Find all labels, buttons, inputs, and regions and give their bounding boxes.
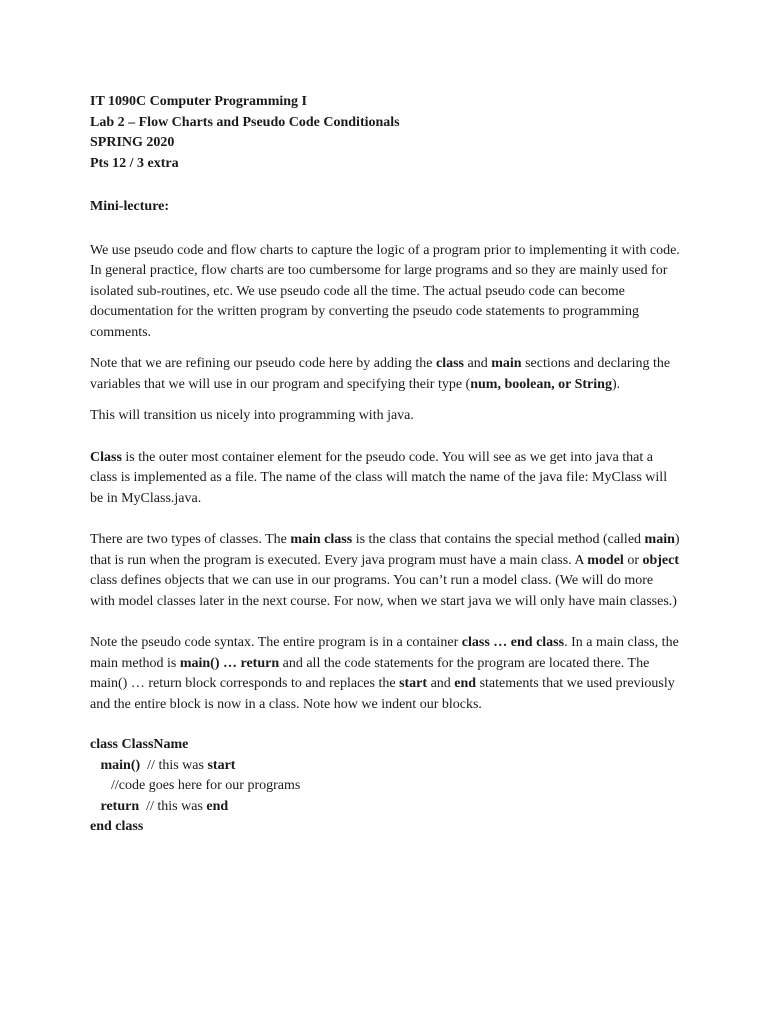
code-class-line: class ClassName	[90, 737, 189, 752]
code-comment-keyword: start	[207, 757, 236, 773]
text: and all the code statements for the program are located there. The main() … return block corresponds to and replaces the	[90, 655, 650, 691]
paragraph-transition: This will transition us nicely into programming with java.	[90, 408, 414, 423]
text: . In a main class, the main method is	[90, 635, 679, 671]
text: ) that is run when the program is executed. Every java program must have a main class. A	[90, 532, 680, 568]
paragraph-refining	[90, 354, 680, 395]
code-return: return	[100, 798, 140, 814]
text: There are two types of classes. The	[90, 532, 291, 547]
text: and	[427, 676, 455, 691]
paragraph-syntax	[90, 633, 680, 715]
text: is the outer most container element for the pseudo code. You will see as we get into java that a class is implemented as a file. The name of the class will match the name of the java file: MyClass will be in MyClass.java.	[90, 449, 668, 506]
code-comment: //code goes here for our programs	[111, 778, 301, 793]
points: Pts 12 / 3 extra	[90, 155, 179, 171]
code-line	[90, 817, 680, 838]
code-line	[90, 797, 680, 818]
text: ).	[611, 376, 621, 392]
code-main: main()	[100, 757, 141, 773]
keyword-class-end-class: class … end class	[461, 635, 565, 650]
code-comment-keyword: end	[206, 798, 229, 814]
code-line	[90, 776, 680, 797]
course-title: IT 1090C Computer Programming I	[90, 94, 307, 109]
paragraph-class-types	[90, 530, 680, 612]
keyword-main: main	[644, 532, 675, 547]
keyword-class: class	[436, 356, 464, 371]
text: is the class that contains the special method (called	[352, 532, 645, 547]
text: or	[623, 552, 643, 568]
pseudo-code-sample	[90, 735, 680, 838]
text: Note the pseudo code syntax. The entire program is in a container	[90, 635, 462, 650]
keyword-start: start	[399, 676, 428, 691]
text: statements that we used previously and the entire block is now in a class. Note how we indent our blocks.	[90, 676, 675, 712]
document-page	[90, 92, 680, 838]
code-comment: // this was	[140, 757, 208, 773]
paragraph-intro: We use pseudo code and flow charts to capture the logic of a program prior to implementing it with code. In general practice, flow charts are too cumbersome for large programs and so they are mainly used for isolated sub-routines, etc. We use pseudo code all the time. The actual pseudo code can become documentation for the written program by converting the pseudo code statements to programming comments.	[90, 242, 680, 340]
keyword-main-class: main class	[290, 532, 353, 547]
keyword-class: Class	[90, 449, 122, 465]
keyword-end: end	[454, 676, 477, 691]
code-line	[90, 756, 680, 777]
keyword-main: main	[491, 356, 522, 371]
text: and	[464, 356, 492, 371]
mini-lecture-heading: Mini-lecture:	[90, 199, 170, 214]
keyword-main-return: main() … return	[179, 655, 280, 671]
keyword-types: num, boolean, or String	[470, 376, 612, 392]
text: sections and declaring the variables that we will use in our program and specifying their type (	[90, 356, 671, 392]
text: Note that we are refining our pseudo code here by adding the	[90, 356, 436, 371]
keyword-model: model	[587, 552, 624, 568]
code-line	[90, 735, 680, 756]
keyword-object: object	[642, 552, 680, 568]
lab-title: Lab 2 – Flow Charts and Pseudo Code Conditionals	[90, 114, 400, 130]
paragraph-class	[90, 448, 680, 510]
code-end-class: end class	[90, 819, 144, 834]
text: class defines objects that we can use in our programs. You can’t run a model class. (We will do more with model classes later in the next course. For now, when we start java we will only have main classes.)	[90, 573, 677, 609]
term: SPRING 2020	[90, 135, 175, 150]
code-comment: // this was	[139, 798, 207, 814]
